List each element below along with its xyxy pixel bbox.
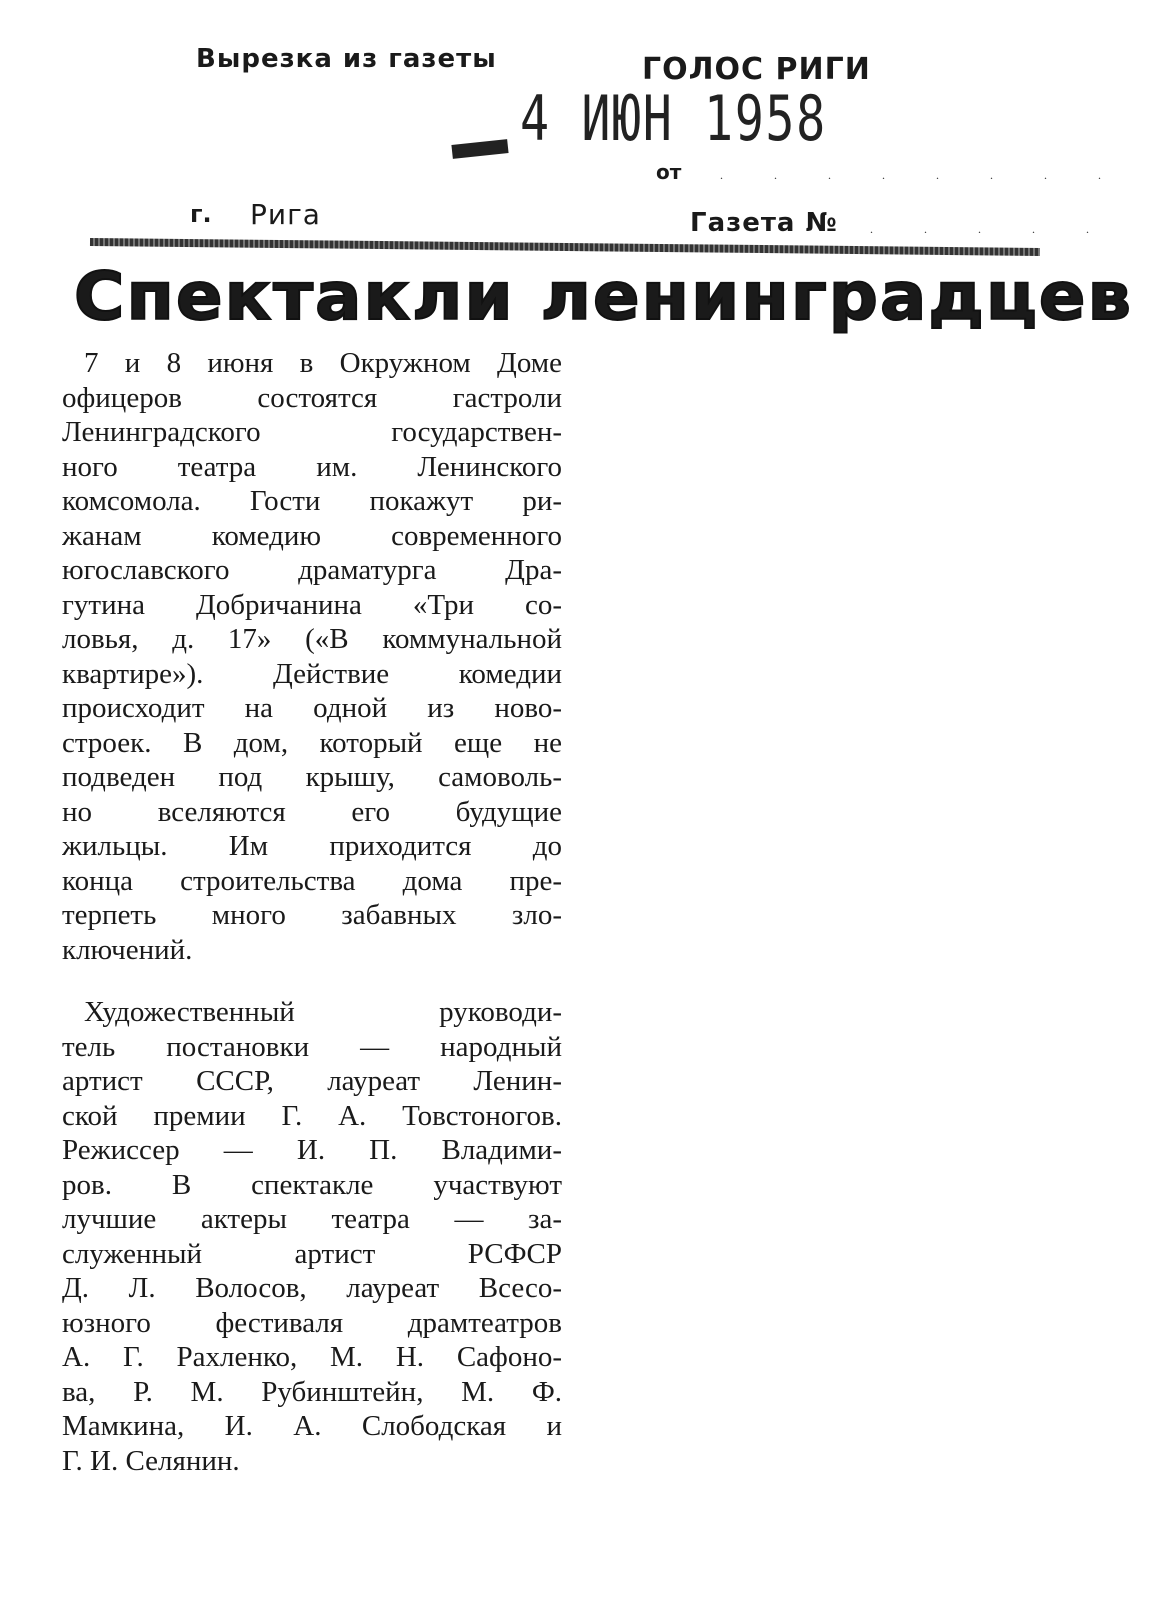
article-line: но вселяются его будущие [62,795,562,828]
article-line: ного театра им. Ленинского [62,450,562,483]
article-line: конца строительства дома пре- [62,864,562,897]
date-field-label: от [656,160,682,184]
article-line: терпеть много забавных зло- [62,899,562,931]
article-headline: Спектакли ленинградцев [74,258,1134,335]
article-line: Г. И. Селянин. [62,1444,240,1477]
article-line: Д. Л. Волосов, лауреат Всесо- [62,1272,562,1304]
date-stamp: 4 ИЮН 1958 [520,82,827,155]
article-line: подведен под крышу, самоволь- [62,761,562,793]
article-line: Режиссер — И. П. Владими- [62,1134,562,1166]
article-line: ва, Р. М. Рубинштейн, М. Ф. [62,1375,562,1408]
article-line: жанам комедию современного [62,519,562,552]
paragraph-gap [62,967,562,995]
article-line: лучшие актеры театра — за- [62,1203,562,1235]
issue-number-label: Газета № [690,208,838,238]
article-line: служенный артист РСФСР [62,1237,562,1270]
article-line: происходит на одной из ново- [62,692,562,724]
clipping-label: Вырезка из газеты [196,44,497,74]
article-line: Мамкина, И. А. Слободская и [62,1410,562,1442]
issue-number-dots: . . . . . [870,222,1113,236]
article-line: строек. В дом, который еще не [62,726,562,759]
article-line: А. Г. Рахленко, М. Н. Сафоно- [62,1341,562,1373]
date-field-dots: . . . . . . . . [720,168,1125,182]
article-line: югославского драматурга Дра- [62,554,562,586]
article-line: гутина Добричанина «Три со- [62,588,562,621]
article-line: офицеров состоятся гастроли [62,381,562,414]
newspaper-name: ГОЛОС РИГИ [642,52,871,87]
article-line: 7 и 8 июня в Окружном Доме [84,347,562,379]
article-line: квартире»). Действие комедии [62,657,562,690]
article-line: ловья, д. 17» («В коммунальной [62,623,562,655]
article-line: ров. В спектакле участвуют [62,1168,562,1201]
article-line: комсомола. Гости покажут ри- [62,485,562,517]
article-line: жильцы. Им приходится до [62,830,562,862]
article-paragraph [62,995,562,1478]
header-rule [90,238,1040,256]
article-paragraph [62,346,562,967]
date-stamp-dash [451,139,508,159]
city-name: Рига [250,198,321,231]
city-prefix: г. [190,200,212,228]
article-line: юзного фестиваля драмтеатров [62,1306,562,1339]
article-line: Ленинградского государствен- [62,416,562,448]
article-line: тель постановки — народный [62,1030,562,1063]
article-line: ской премии Г. А. Товстоногов. [62,1099,562,1132]
article-line: ключений. [62,933,193,966]
article-line: Художественный руководи- [84,996,562,1028]
article-body [62,346,562,1478]
article-line: артист СССР, лауреат Ленин- [62,1065,562,1097]
